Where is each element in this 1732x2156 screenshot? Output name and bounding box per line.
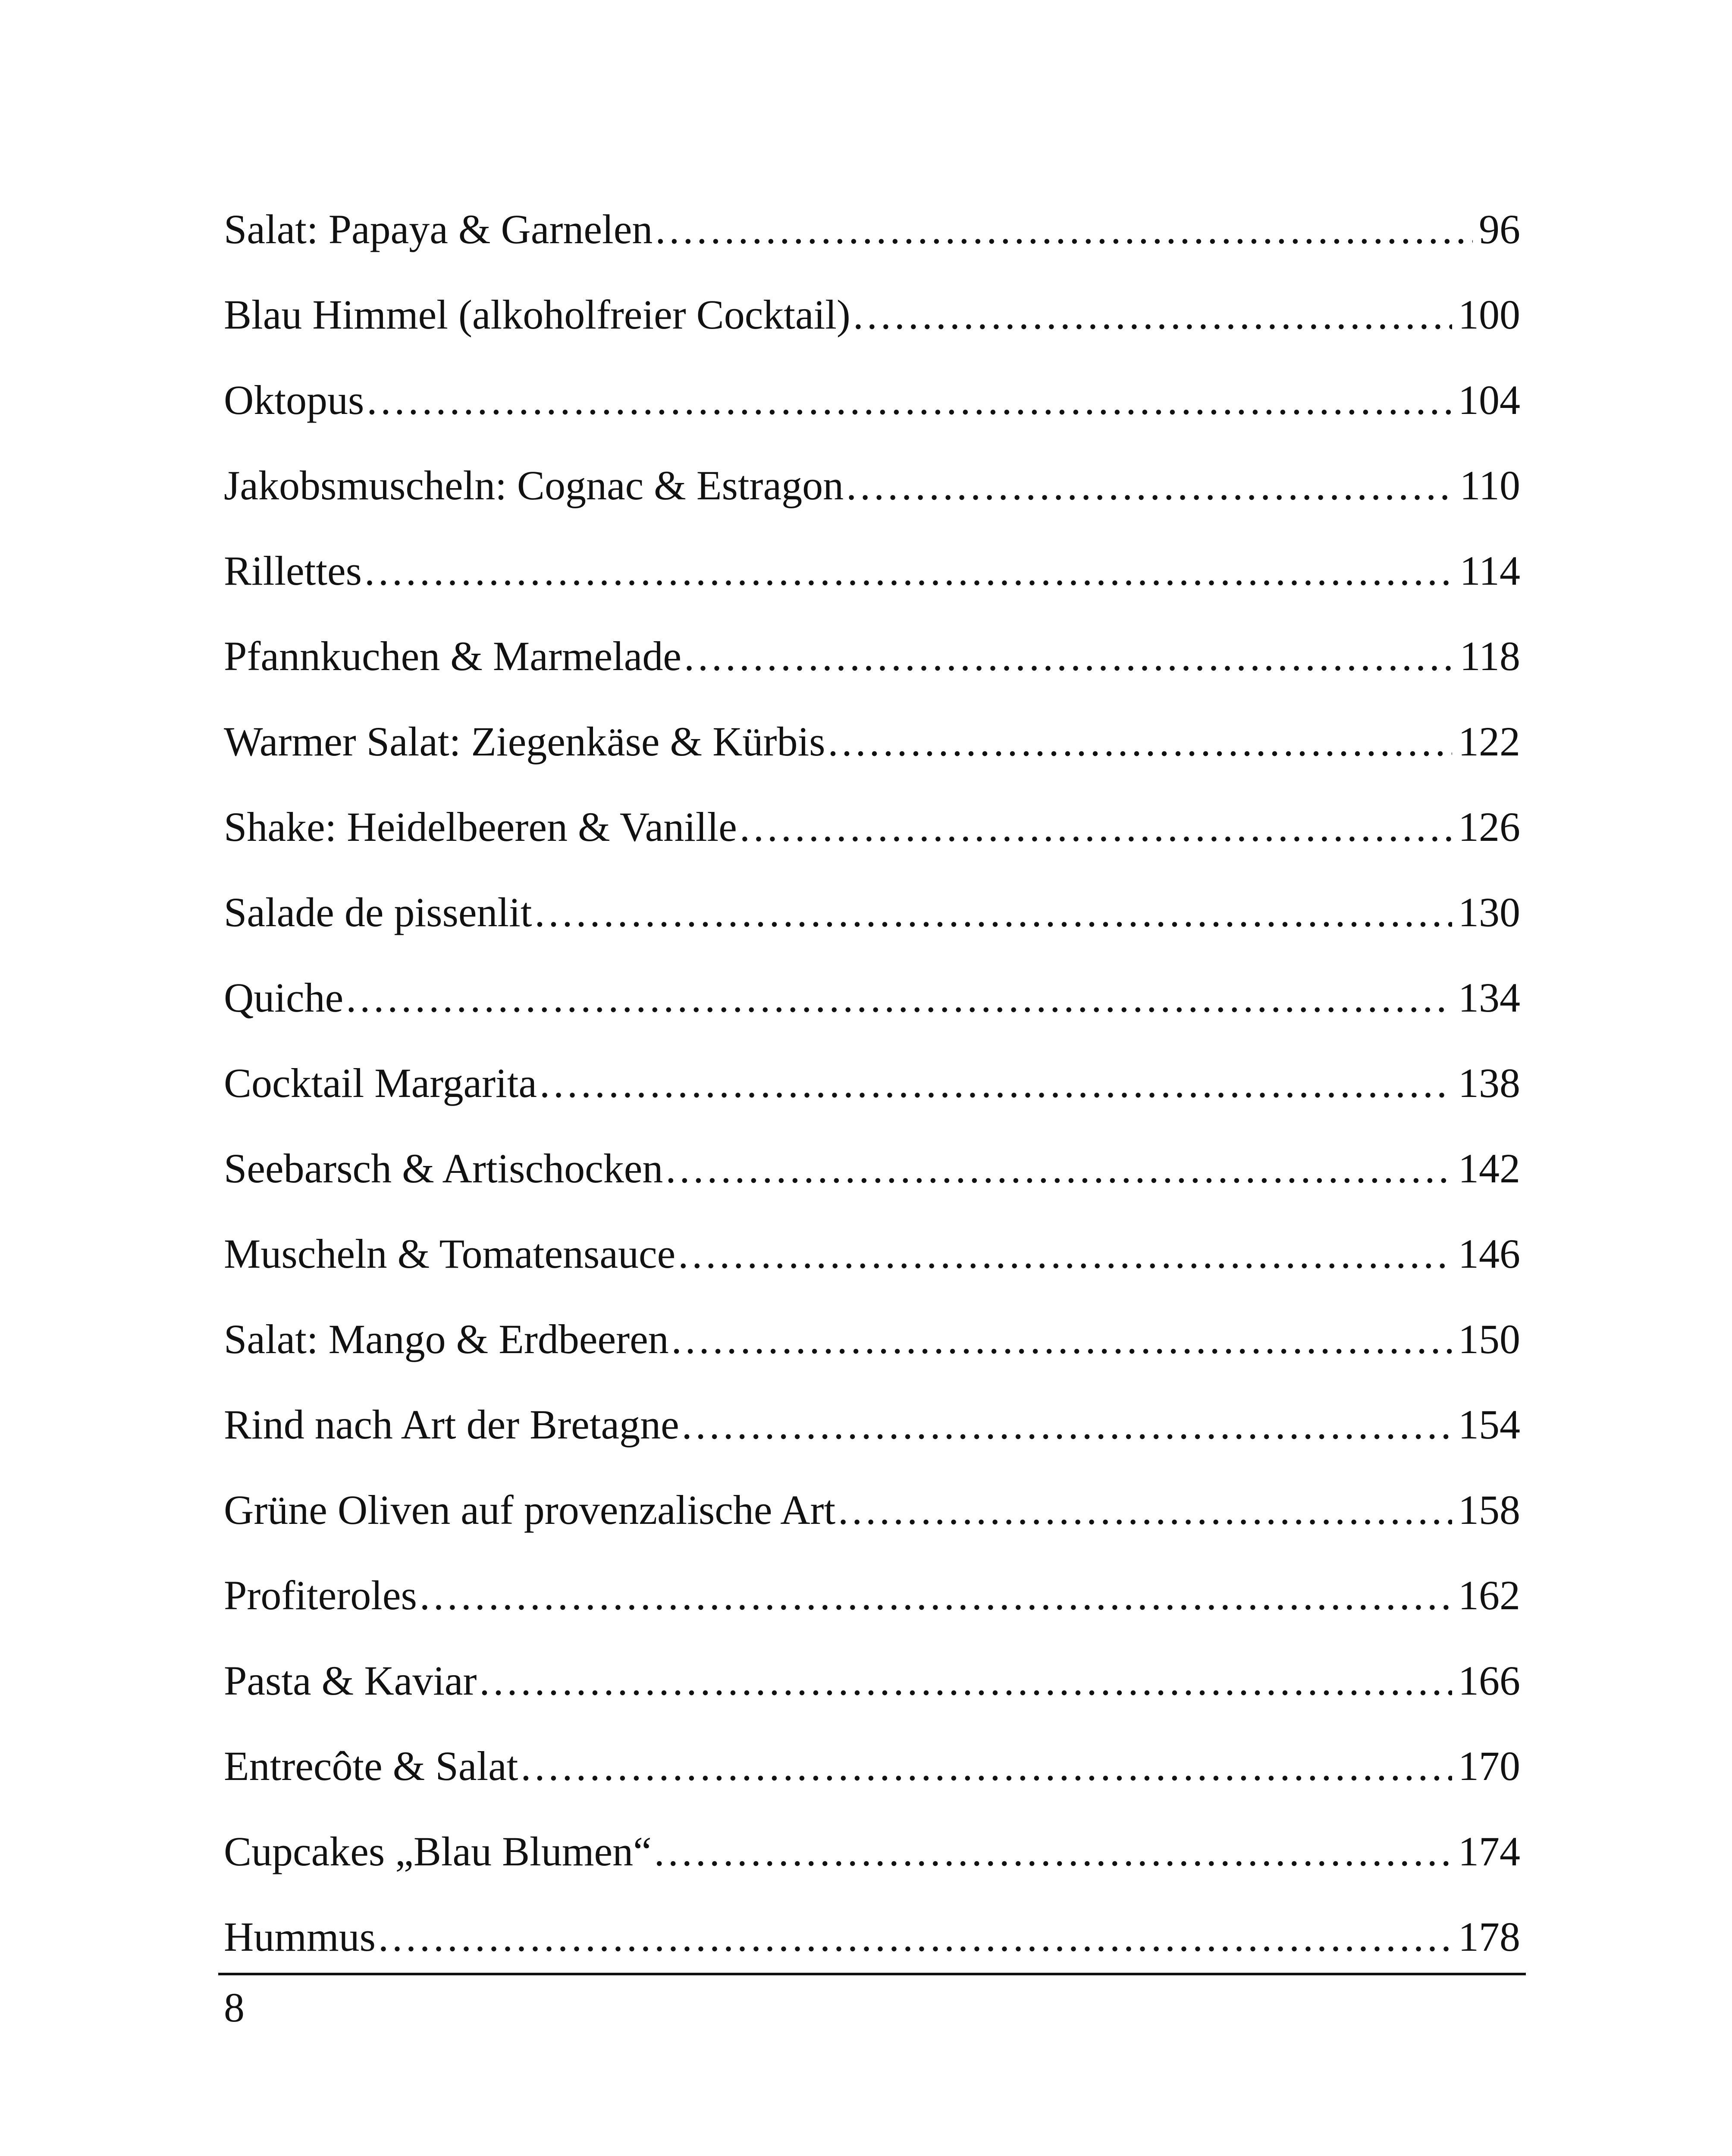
toc-entry [224,1401,1520,1486]
toc-entry-title: Pfannkuchen & Marmelade [224,633,681,679]
toc-entry [224,1059,1520,1144]
toc-dot-leader [740,803,1452,851]
toc-dot-leader [828,718,1452,766]
toc-entry-page: 126 [1458,804,1520,850]
toc-entry [224,718,1520,803]
toc-entry-page: 174 [1458,1828,1520,1874]
toc-entry-page: 170 [1458,1743,1520,1789]
toc-entry-title: Salat: Mango & Erdbeeren [224,1316,669,1362]
toc-entry-title: Quiche [224,975,344,1021]
toc-dot-leader [665,1144,1452,1193]
toc-dot-leader [846,461,1453,510]
toc-entry-title: Seebarsch & Artischocken [224,1145,663,1191]
toc-entry-title: Salat: Papaya & Garnelen [224,206,653,252]
toc-entry-page: 104 [1458,377,1520,423]
toc-entry-title: Blau Himmel (alkoholfreier Cocktail) [224,291,850,338]
toc-entry [224,1315,1520,1401]
toc-entry-page: 110 [1459,462,1520,508]
toc-entry-page: 138 [1458,1060,1520,1106]
toc-dot-leader [853,291,1452,339]
toc-entry-page: 158 [1458,1487,1520,1533]
toc-dot-leader [367,376,1452,424]
toc-dot-leader [378,1913,1452,1961]
toc-entry-title: Pasta & Kaviar [224,1658,477,1704]
toc-entry [224,1827,1520,1913]
toc-dot-leader [838,1486,1452,1534]
toc-dot-leader [535,888,1452,937]
toc-entry [224,803,1520,888]
toc-entry-page: 178 [1458,1914,1520,1960]
toc-entry [224,461,1520,547]
toc-dot-leader [684,632,1454,680]
toc-dot-leader [540,1059,1452,1107]
toc-entry [224,376,1520,461]
toc-entry-page: 142 [1458,1145,1520,1191]
toc-entry-title: Grüne Oliven auf provenzalische Art [224,1487,836,1533]
toc-entry [224,547,1520,632]
toc-entry-page: 166 [1458,1658,1520,1704]
toc-entry-title: Salade de pissenlit [224,889,532,935]
toc-entry-title: Jakobsmuscheln: Cognac & Estragon [224,462,844,508]
toc-dot-leader [521,1742,1452,1790]
toc-entry-page: 100 [1458,291,1520,338]
toc-entry [224,1144,1520,1230]
toc-dot-leader [655,205,1473,254]
toc-entry [224,1657,1520,1742]
toc-entry [224,291,1520,376]
toc-entry-page: 96 [1479,206,1520,252]
toc-entry-page: 134 [1458,975,1520,1021]
toc-entry [224,1571,1520,1657]
toc-dot-leader [346,974,1452,1022]
toc-entry-page: 118 [1459,633,1520,679]
toc-dot-leader [682,1401,1452,1449]
toc-entry [224,974,1520,1059]
toc-entry-page: 130 [1458,889,1520,935]
toc-entry [224,888,1520,974]
toc-entry-page: 114 [1459,548,1520,594]
toc-entry-page: 154 [1458,1401,1520,1448]
toc-dot-leader [671,1315,1452,1363]
toc-entry-title: Profiteroles [224,1572,417,1618]
footer-divider [218,1973,1526,1975]
toc-dot-leader [654,1827,1452,1876]
toc-entry [224,1742,1520,1827]
toc-entry [224,632,1520,718]
toc-dot-leader [364,547,1454,595]
toc-entry [224,1230,1520,1315]
toc-dot-leader [420,1571,1452,1620]
toc-dot-leader [678,1230,1452,1278]
toc-entry-title: Warmer Salat: Ziegenkäse & Kürbis [224,718,825,765]
toc-entry-page: 162 [1458,1572,1520,1618]
toc-entry-page: 122 [1458,718,1520,765]
toc-entry-page: 146 [1458,1231,1520,1277]
table-of-contents [224,205,1520,1998]
toc-entry-title: Cocktail Margarita [224,1060,537,1106]
toc-dot-leader [480,1657,1453,1705]
toc-entry-title: Muscheln & Tomatensauce [224,1231,676,1277]
page-number: 8 [224,1984,245,2031]
toc-entry-title: Cupcakes „Blau Blumen“ [224,1828,652,1874]
toc-entry-title: Rillettes [224,548,362,594]
toc-entry-page: 150 [1458,1316,1520,1362]
toc-entry-title: Entrecôte & Salat [224,1743,518,1789]
toc-entry [224,1913,1520,1998]
toc-entry-title: Rind nach Art der Bretagne [224,1401,679,1448]
toc-entry [224,205,1520,291]
toc-entry-title: Oktopus [224,377,364,423]
toc-entry-title: Shake: Heidelbeeren & Vanille [224,804,737,850]
toc-entry-title: Hummus [224,1914,376,1960]
toc-entry [224,1486,1520,1571]
